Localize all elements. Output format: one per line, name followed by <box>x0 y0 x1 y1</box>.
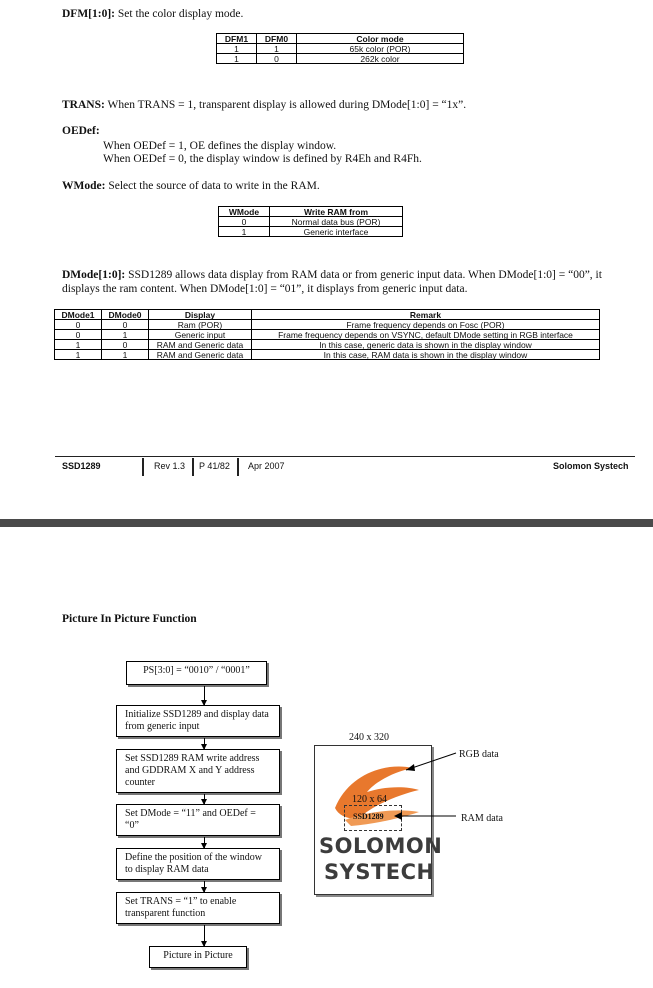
table-cell: Frame frequency depends on VSYNC, default DMode setting in RGB interface <box>252 330 600 340</box>
table-row <box>219 217 403 227</box>
logo-line1: SOLOMON <box>319 834 443 858</box>
table-cell: Generic input <box>149 330 252 340</box>
table-cell: 1 <box>55 340 102 350</box>
dfm-header: DFM0 <box>257 34 297 44</box>
footer-rule <box>55 456 635 457</box>
rgb-data-label: RGB data <box>459 749 499 760</box>
table-cell: 65k color (POR) <box>297 44 464 54</box>
dmode-header: Display <box>149 310 252 320</box>
table-row <box>55 320 600 330</box>
table-cell: 0 <box>102 320 149 330</box>
flow-step: Define the position of the window to display RAM data <box>116 848 280 880</box>
chip-label: SSD1289 <box>353 812 384 821</box>
flow-step: Initialize SSD1289 and display data from generic input <box>116 705 280 737</box>
footer-company: Solomon Systech <box>553 461 629 471</box>
table-cell: 1 <box>217 44 257 54</box>
table-cell: Normal data bus (POR) <box>270 217 403 227</box>
dmode-header: Remark <box>252 310 600 320</box>
table-cell: RAM and Generic data <box>149 350 252 360</box>
trans-description <box>62 98 466 112</box>
table-cell: 0 <box>257 54 297 64</box>
table-row <box>219 227 403 237</box>
dmode-text: SSD1289 allows data display from RAM data or from generic input data. When DMode[1:0] = “00”, it <box>128 269 602 281</box>
inner-size-label: 120 x 64 <box>352 794 387 805</box>
table-cell: 1 <box>217 54 257 64</box>
table-cell: 1 <box>102 350 149 360</box>
table-row <box>55 330 600 340</box>
section-title: Picture In Picture Function <box>62 613 197 625</box>
footer-date: Apr 2007 <box>248 461 285 471</box>
table-cell: 1 <box>257 44 297 54</box>
flow-step-start: PS[3:0] = “0010” / “0001” <box>126 661 267 685</box>
dmode-header: DMode1 <box>55 310 102 320</box>
table-cell: 1 <box>55 350 102 360</box>
flow-arrow <box>204 837 205 848</box>
flow-arrow <box>204 881 205 892</box>
dfm-text: Set the color display mode. <box>117 8 244 20</box>
flow-step: Set TRANS = “1” to enable transparent function <box>116 892 280 924</box>
trans-label: TRANS: <box>62 99 105 111</box>
footer-page: P 41/82 <box>199 461 230 471</box>
dfm-label: DFM[1:0]: <box>62 8 116 20</box>
trans-text: When TRANS = 1, transparent display is allowed during DMode[1:0] = “1x”. <box>107 99 467 111</box>
dmode-line2: displays the ram content. When DMode[1:0] = “01”, it displays from generic input data. <box>62 283 468 295</box>
flow-arrow <box>204 738 205 749</box>
table-cell: 0 <box>219 217 270 227</box>
table-cell: 1 <box>219 227 270 237</box>
wmode-label: WMode: <box>62 180 106 192</box>
table-cell: Ram (POR) <box>149 320 252 330</box>
table-cell: 0 <box>55 320 102 330</box>
flow-step: Set SSD1289 RAM write address and GDDRAM X and Y address counter <box>116 749 280 793</box>
table-cell: In this case, RAM data is shown in the display window <box>252 350 600 360</box>
dmode-table <box>54 309 600 360</box>
dfm-header: Color mode <box>297 34 464 44</box>
flow-arrow <box>204 686 205 705</box>
table-row <box>217 54 464 64</box>
table-row <box>55 350 600 360</box>
table-cell: 1 <box>102 330 149 340</box>
logo-line2: SYSTECH <box>324 860 435 884</box>
table-cell: Generic interface <box>270 227 403 237</box>
wmode-table <box>218 206 403 237</box>
table-cell: 0 <box>102 340 149 350</box>
outer-size-label: 240 x 320 <box>349 732 389 743</box>
dmode-header: DMode0 <box>102 310 149 320</box>
wmode-description <box>62 179 320 193</box>
wmode-header: Write RAM from <box>270 207 403 217</box>
table-cell: Frame frequency depends on Fosc (POR) <box>252 320 600 330</box>
dfm-description <box>62 7 243 21</box>
wmode-text: Select the source of data to write in the RAM. <box>108 180 320 192</box>
footer-rev: Rev 1.3 <box>154 461 186 471</box>
footer-divider <box>142 458 144 476</box>
table-cell: In this case, generic data is shown in the display window <box>252 340 600 350</box>
table-row <box>55 340 600 350</box>
dfm-header: DFM1 <box>217 34 257 44</box>
dmode-label: DMode[1:0]: <box>62 269 126 281</box>
flow-step: Set DMode = “11” and OEDef = “0” <box>116 804 280 836</box>
flow-arrow <box>204 925 205 946</box>
dfm-table <box>216 33 464 64</box>
footer-divider <box>192 458 194 476</box>
dmode-line1 <box>62 268 602 282</box>
table-cell: RAM and Generic data <box>149 340 252 350</box>
table-cell: 262k color <box>297 54 464 64</box>
oedef-line1: When OEDef = 1, OE defines the display window. <box>103 140 337 152</box>
oedef-label: OEDef: <box>62 125 100 137</box>
table-row <box>217 44 464 54</box>
footer-divider <box>237 458 239 476</box>
table-cell: 0 <box>55 330 102 340</box>
footer-product: SSD1289 <box>62 461 101 471</box>
flow-arrow <box>204 794 205 804</box>
flow-step-end: Picture in Picture <box>149 946 247 968</box>
wmode-header: WMode <box>219 207 270 217</box>
oedef-line2: When OEDef = 0, the display window is defined by R4Eh and R4Fh. <box>103 153 422 165</box>
page-break <box>0 519 653 527</box>
ram-data-label: RAM data <box>461 813 503 824</box>
callout-arrows <box>390 748 460 828</box>
